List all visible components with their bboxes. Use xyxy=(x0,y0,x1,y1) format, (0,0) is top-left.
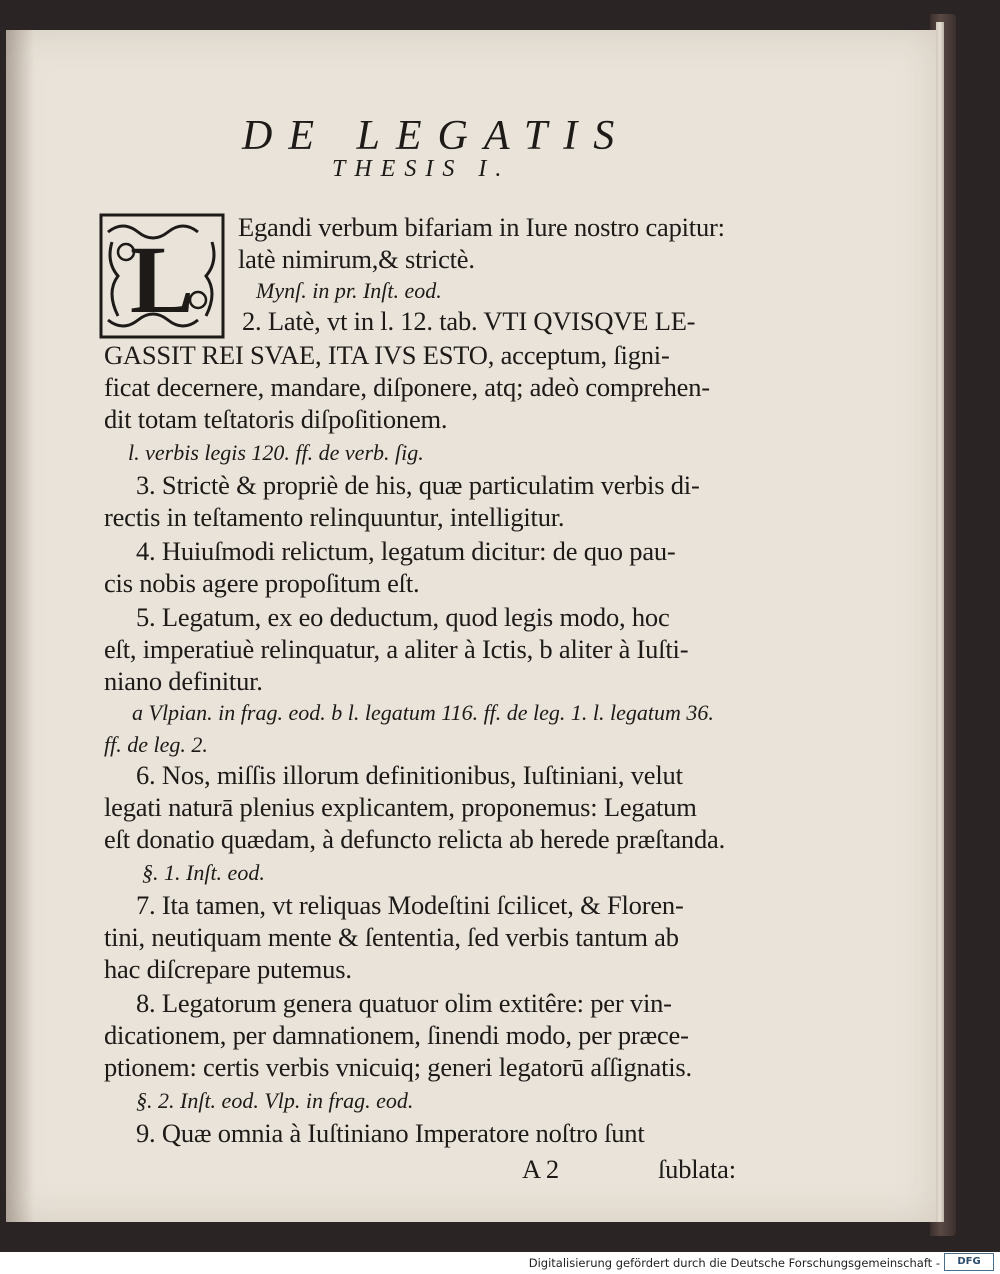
thesis-heading: THESIS I. xyxy=(332,156,511,182)
text-line: GASSIT REI SVAE, ITA IVS ESTO, acceptum, ſigni- xyxy=(104,340,670,370)
citation-line: a Vlpian. in frag. eod. b l. legatum 116. ff. de leg. 1. l. legatum 36. xyxy=(132,700,714,725)
digitization-credit: Digitalisierung gefördert durch die Deutsche Forschungsgemeinschaft - xyxy=(528,1256,940,1270)
text-line: dit totam teſtatoris diſpoſitionem. xyxy=(104,404,448,434)
citation-line: ff. de leg. 2. xyxy=(104,732,208,757)
citation-line: §. 2. Inſt. eod. Vlp. in frag. eod. xyxy=(136,1088,414,1113)
text-line: tini, neutiquam mente & ſententia, ſed verbis tantum ab xyxy=(104,922,679,952)
text-line: 5. Legatum, ex eo deductum, quod legis modo, hoc xyxy=(136,602,670,632)
text-line: 8. Legatorum genera quatuor olim extitêre: per vin- xyxy=(136,988,672,1018)
text-line: dicationem, per damnationem, ſinendi modo, per præce- xyxy=(104,1020,689,1050)
text-line: Egandi verbum bifariam in Iure nostro capitur: xyxy=(238,212,725,242)
text-line: rectis in teſtamento relinquuntur, intelligitur. xyxy=(104,502,565,532)
text-line: latè nimirum,& strictè. xyxy=(238,244,475,274)
text-line: 4. Huiuſmodi relictum, legatum dicitur: de quo pau- xyxy=(136,536,676,566)
text-line: niano definitur. xyxy=(104,666,263,696)
text-line: cis nobis agere propoſitum eſt. xyxy=(104,568,420,598)
citation-line: l. verbis legis 120. ff. de verb. ſig. xyxy=(128,440,424,465)
page-stack-edge xyxy=(936,22,944,1222)
text-line: 9. Quæ omnia à Iuſtiniano Imperatore noſtro ſunt xyxy=(136,1118,645,1148)
catchword: ſublata: xyxy=(658,1154,736,1184)
gutter-shadow xyxy=(6,30,34,1222)
citation-line: Mynſ. in pr. Inſt. eod. xyxy=(256,278,442,303)
decorated-initial-icon xyxy=(98,212,226,340)
text-line: eſt, imperatiuè relinquatur, a aliter à Ictis, b aliter à Iuſti- xyxy=(104,634,689,664)
dfg-logo: DFG xyxy=(944,1253,994,1271)
signature-mark: A 2 xyxy=(522,1154,559,1184)
text-line: 6. Nos, miſſis illorum definitionibus, Iuſtiniani, velut xyxy=(136,760,683,790)
text-line: 3. Strictè & propriè de his, quæ particulatim verbis di- xyxy=(136,470,700,500)
initial-letter: L xyxy=(129,226,195,333)
page-title: DE LEGATIS xyxy=(242,113,631,159)
text-line: 7. Ita tamen, vt reliquas Modeſtini ſcilicet, & Floren- xyxy=(136,890,684,920)
text-line: 2. Latè, vt in l. 12. tab. VTI QVISQVE LE- xyxy=(242,306,696,336)
text-line: ptionem: certis verbis vnicuiq; generi legatorū aſſignatis. xyxy=(104,1052,692,1082)
citation-line: §. 1. Inſt. eod. xyxy=(142,860,265,885)
text-line: legati naturā plenius explicantem, proponemus: Legatum xyxy=(104,792,697,822)
text-line: hac diſcrepare putemus. xyxy=(104,954,352,984)
text-line: ficat decernere, mandare, diſponere, atq; adeò comprehen- xyxy=(104,372,710,402)
book-page xyxy=(6,30,936,1222)
text-line: eſt donatio quædam, à defuncto relicta ab herede præſtanda. xyxy=(104,824,726,854)
